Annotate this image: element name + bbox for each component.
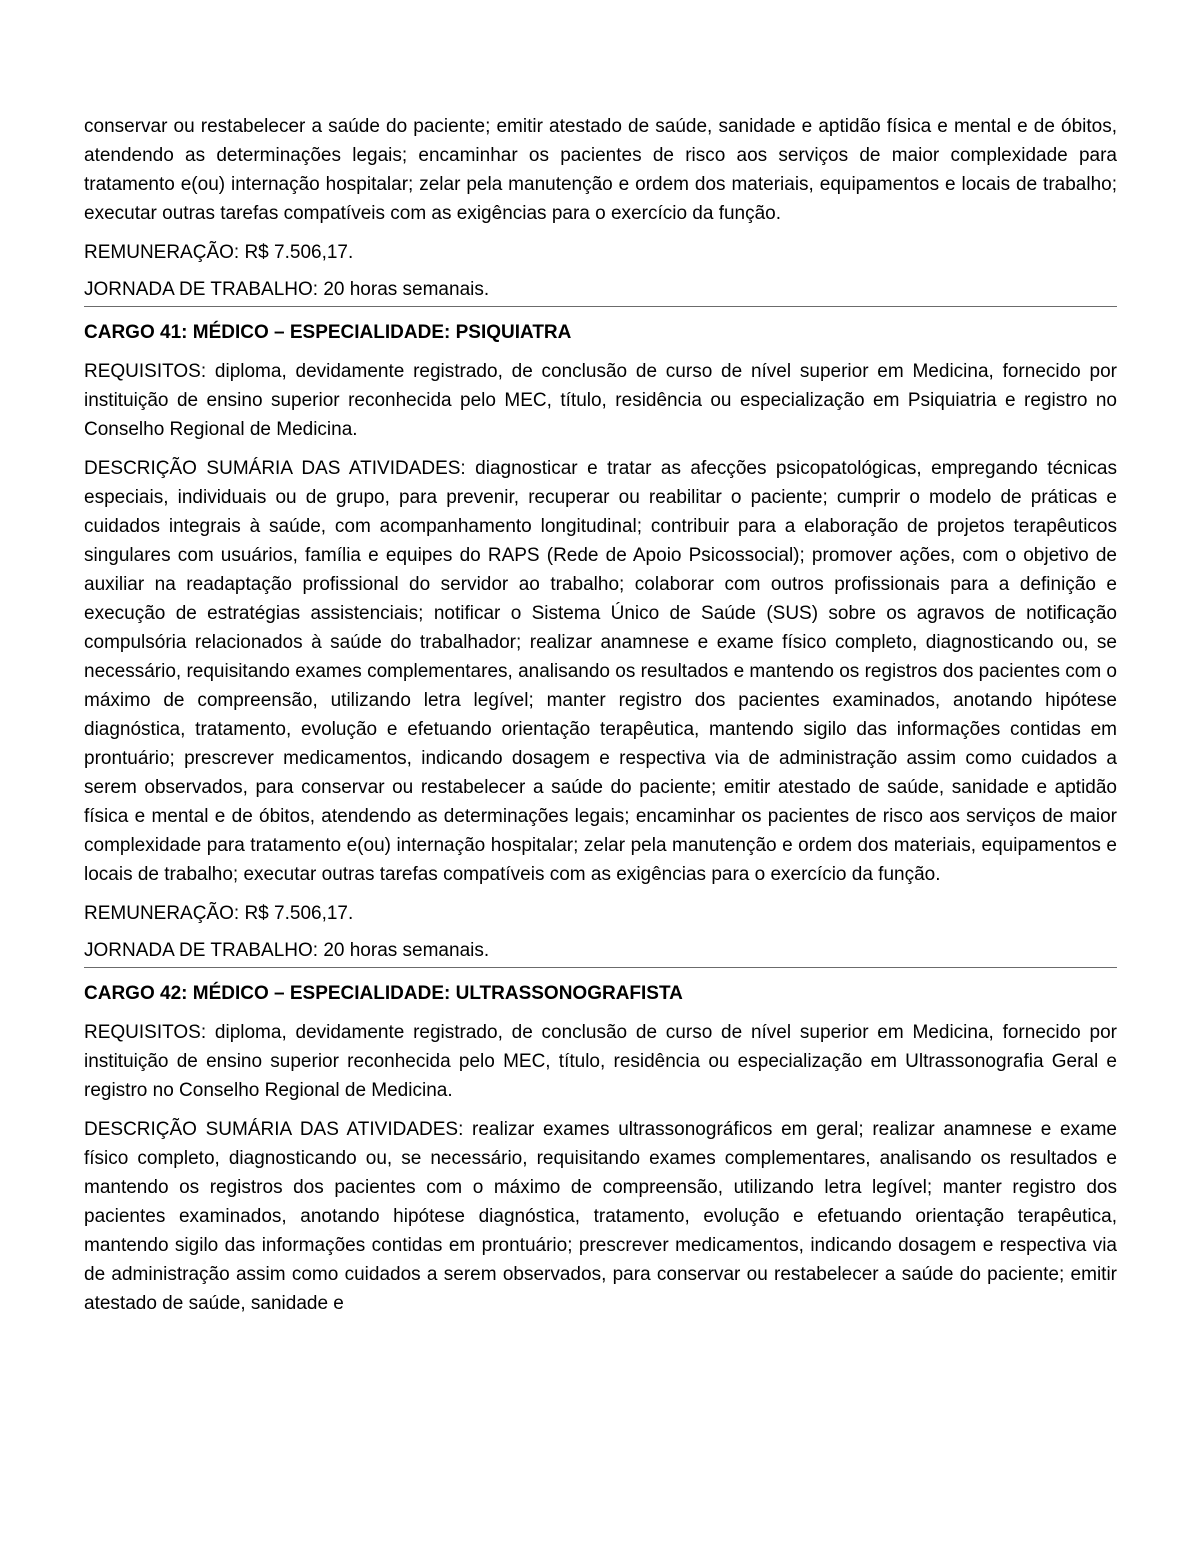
section-divider-1 [84, 306, 1117, 307]
cargo42-title: CARGO 42: MÉDICO – ESPECIALIDADE: ULTRASSONOGRAFISTA [84, 983, 683, 1004]
intro-remuneracao: REMUNERAÇÃO: R$ 7.506,17. [84, 242, 354, 263]
cargo42-descricao: DESCRIÇÃO SUMÁRIA DAS ATIVIDADES: realizar exames ultrassonográficos em geral; realizar anamnese e exame físico completo, diagnosticando ou, se necessário, requisitando exames complementares, analisando os resultados e mantendo os registros dos pacientes com o máximo de compreensão, utilizando letra legível; manter registro dos pacientes examinados, anotando hipótese diagnóstica, tratamento, evolução e efetuando orientação terapêutica, mantendo sigilo das informações contidas em prontuário; prescrever medicamentos, indicando dosagem e respectiva via de administração assim como cuidados a serem observados, para conservar ou restabelecer a saúde do paciente; emitir atestado de saúde, sanidade e [84, 1119, 1117, 1314]
cargo41-jornada: JORNADA DE TRABALHO: 20 horas semanais. [84, 940, 490, 961]
intro-continuation-paragraph: conservar ou restabelecer a saúde do paciente; emitir atestado de saúde, sanidade e aptidão física e mental e de óbitos, atendendo as determinações legais; encaminhar os pacientes de risco aos serviços de maior complexidade para tratamento e(ou) internação hospitalar; zelar pela manutenção e ordem dos materiais, equipamentos e locais de trabalho; executar outras tarefas compatíveis com as exigências para o exercício da função. [84, 116, 1117, 224]
document-page [84, 112, 1117, 1318]
cargo41-remuneracao: REMUNERAÇÃO: R$ 7.506,17. [84, 903, 354, 924]
section-divider-2 [84, 967, 1117, 968]
cargo41-requisitos: REQUISITOS: diploma, devidamente registrado, de conclusão de curso de nível superior em Medicina, fornecido por instituição de ensino superior reconhecida pelo MEC, título, residência ou especialização em Psiquiatria e registro no Conselho Regional de Medicina. [84, 361, 1117, 440]
cargo41-title: CARGO 41: MÉDICO – ESPECIALIDADE: PSIQUIATRA [84, 322, 572, 343]
cargo41-descricao: DESCRIÇÃO SUMÁRIA DAS ATIVIDADES: diagnosticar e tratar as afecções psicopatológicas, empregando técnicas especiais, individuais ou de grupo, para prevenir, recuperar ou reabilitar o paciente; cumprir o modelo de práticas e cuidados integrais à saúde, com acompanhamento longitudinal; contribuir para a elaboração de projetos terapêuticos singulares com usuários, família e equipes do RAPS (Rede de Apoio Psicossocial); promover ações, com o objetivo de auxiliar na readaptação profissional do servidor ao trabalho; colaborar com outros profissionais para a definição e execução de estratégias assistenciais; notificar o Sistema Único de Saúde (SUS) sobre os agravos de notificação compulsória relacionados à saúde do trabalhador; realizar anamnese e exame físico completo, diagnosticando ou, se necessário, requisitando exames complementares, analisando os resultados e mantendo os registros dos pacientes com o máximo de compreensão, utilizando letra legível; manter registro dos pacientes examinados, anotando hipótese diagnóstica, tratamento, evolução e efetuando orientação terapêutica, mantendo sigilo das informações contidas em prontuário; prescrever medicamentos, indicando dosagem e respectiva via de administração assim como cuidados a serem observados, para conservar ou restabelecer a saúde do paciente; emitir atestado de saúde, sanidade e aptidão física e mental e de óbitos, atendendo as determinações legais; encaminhar os pacientes de risco aos serviços de maior complexidade para tratamento e(ou) internação hospitalar; zelar pela manutenção e ordem dos materiais, equipamentos e locais de trabalho; executar outras tarefas compatíveis com as exigências para o exercício da função. [84, 458, 1117, 885]
cargo42-requisitos: REQUISITOS: diploma, devidamente registrado, de conclusão de curso de nível superior em Medicina, fornecido por instituição de ensino superior reconhecida pelo MEC, título, residência ou especialização em Ultrassonografia Geral e registro no Conselho Regional de Medicina. [84, 1022, 1117, 1101]
intro-jornada: JORNADA DE TRABALHO: 20 horas semanais. [84, 279, 490, 300]
